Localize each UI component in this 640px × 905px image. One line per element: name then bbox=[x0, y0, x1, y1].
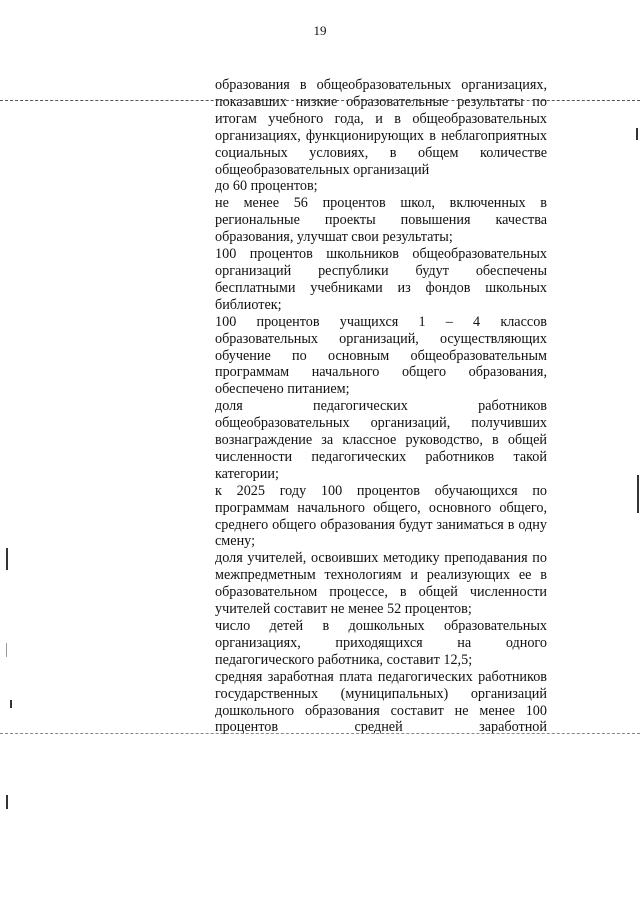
document-body bbox=[215, 77, 547, 736]
margin-mark-right-top bbox=[636, 128, 638, 140]
scan-dash-line-bottom bbox=[0, 733, 640, 734]
margin-mark-right-mid bbox=[637, 475, 639, 513]
paragraph-7: к 2025 году 100 процентов обучающихся по программам начального общего, основного общего, среднего общего образования будут заниматься в одну смену; bbox=[215, 482, 547, 550]
page-number: 19 bbox=[313, 23, 327, 38]
margin-mark-left-1 bbox=[6, 548, 8, 570]
margin-mark-left-2 bbox=[6, 643, 7, 657]
paragraph-1: образования в общеобразовательных организациях, показавших низкие образовательные результаты по итогам учебного года, и в общеобразовательных организациях, функционирующих в неблагоприятных социальных условиях, в общем количестве общеобразовательных организаций bbox=[215, 77, 547, 178]
paragraph-4: 100 процентов школьников общеобразовательных организаций республики будут обеспечены бесплатными учебниками из фондов школьных библиотек; bbox=[215, 246, 547, 313]
paragraph-10: средняя заработная плата педагогических работников государственных (муниципальных) организаций дошкольного образования составит не менее 100 процентов средней заработной bbox=[215, 668, 547, 736]
paragraph-2: до 60 процентов; bbox=[215, 178, 318, 195]
paragraph-5: 100 процентов учащихся 1 – 4 классов образовательных организаций, осуществляющих обучение по основным общеобразовательным программам начального общего образования, обеспечено питанием; bbox=[215, 313, 547, 398]
margin-mark-left-4 bbox=[6, 795, 8, 809]
paragraph-9: число детей в дошкольных образовательных организациях, приходящихся на одного педагогического работника, составит 12,5; bbox=[215, 618, 547, 668]
paragraph-3: не менее 56 процентов школ, включенных в региональные проекты повышения качества образования, улучшат свои результаты; bbox=[215, 195, 547, 246]
scan-dash-line-top bbox=[0, 100, 640, 101]
paragraph-8: доля учителей, освоивших методику преподавания по межпредметным технологиям и реализующих ее в образовательном процессе, в общей численности учителей составит не менее 52 процентов; bbox=[215, 550, 547, 618]
margin-mark-left-3 bbox=[10, 700, 12, 708]
paragraph-6: доля педагогических работников общеобразовательных организаций, получивших вознаграждение за классное руководство, в общей численности педагогических работников такой категории; bbox=[215, 398, 547, 482]
